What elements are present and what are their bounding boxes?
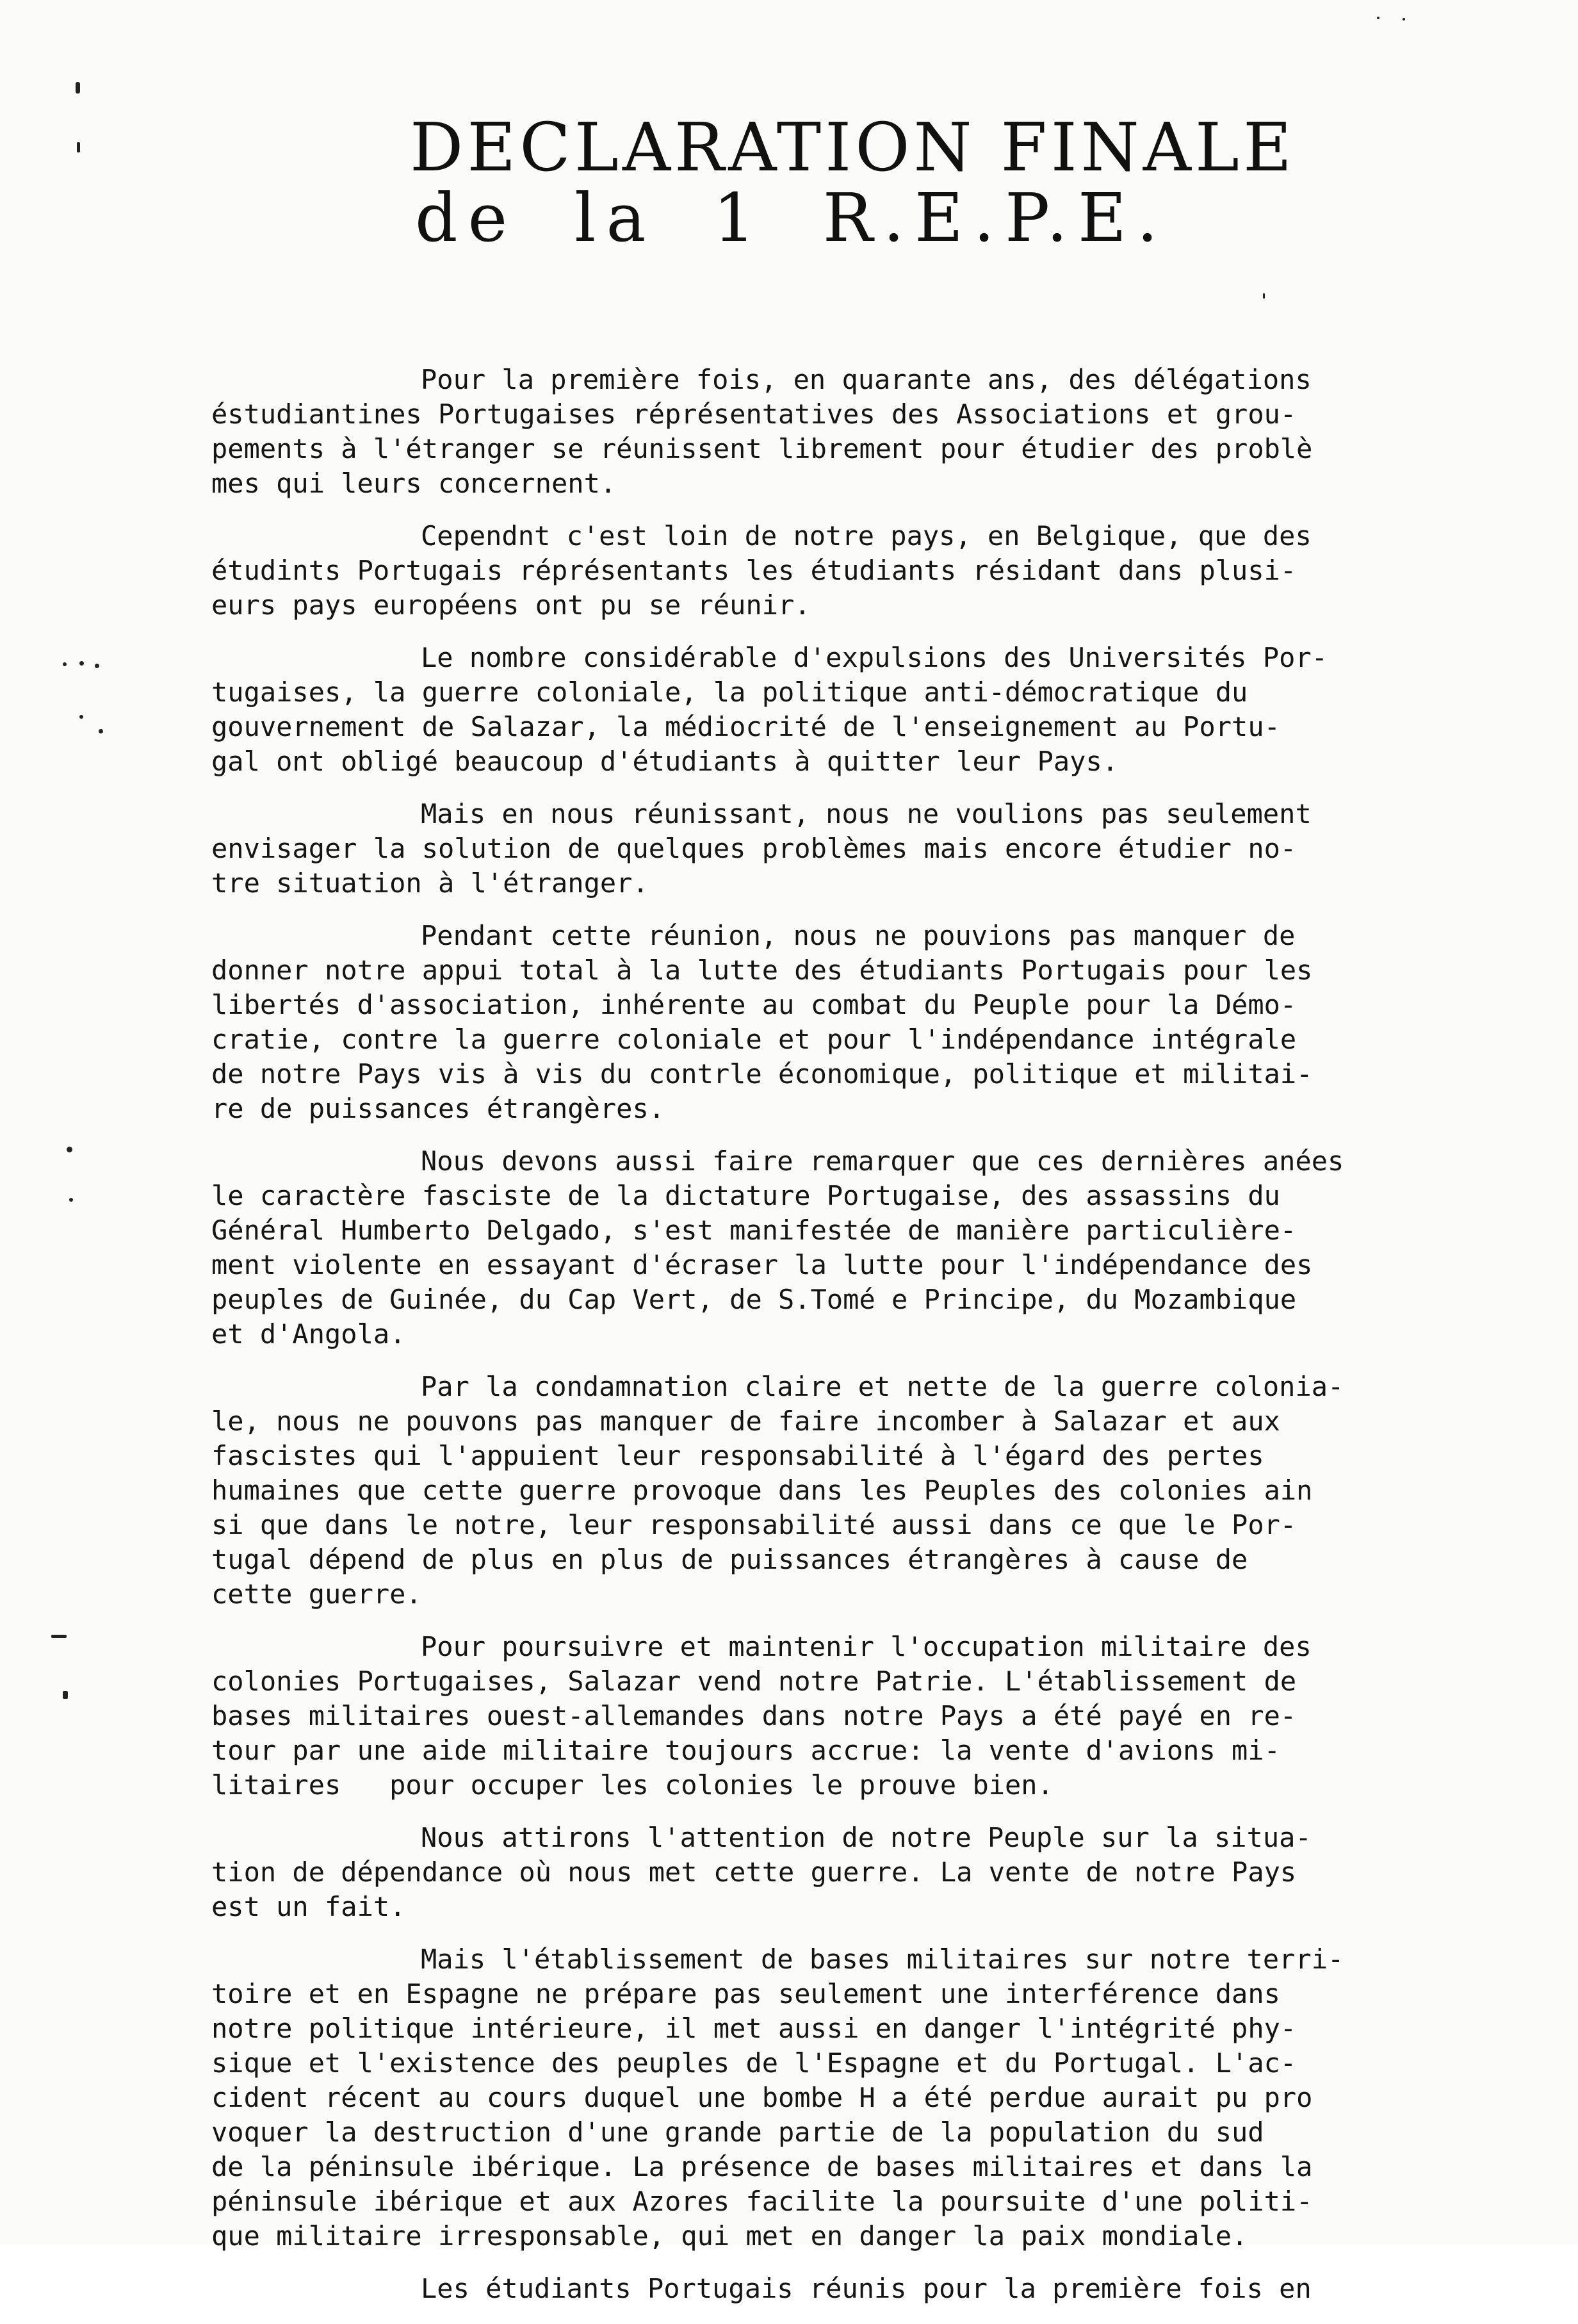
paragraph-line: de notre Pays vis à vis du contrle économique, politique et militai- <box>211 1058 1313 1090</box>
paragraph-line: pements à l'étranger se réunissent librement pour étudier des problè <box>211 433 1313 464</box>
paragraph <box>211 641 1511 779</box>
paragraph-line: libertés d'association, inhérente au combat du Peuple pour la Démo- <box>211 989 1297 1020</box>
paragraph-line: tour par une aide militaire toujours accrue: la vente d'avions mi- <box>211 1735 1280 1766</box>
paragraph-line: Nous attirons l'attention de notre Peuple sur la situa- <box>421 1822 1312 1853</box>
paragraph-line: si que dans le notre, leur responsabilité aussi dans ce que le Por- <box>211 1509 1297 1541</box>
paragraph-line: cette guerre. <box>211 1578 422 1610</box>
scan-speck <box>1263 293 1265 299</box>
paragraph <box>211 1370 1511 1612</box>
paragraph <box>211 1821 1511 1924</box>
paragraph-line: de la péninsule ibérique. La présence de bases militaires et dans la <box>211 2151 1313 2182</box>
paragraph-line: humaines que cette guerre provoque dans les Peuples des colonies ain <box>211 1475 1313 1506</box>
paragraph-line: toire et en Espagne ne prépare pas seulement une interférence dans <box>211 1978 1280 2009</box>
paragraph-line: Pendant cette réunion, nous ne pouvions pas manquer de <box>421 920 1296 951</box>
paragraph-line: Par la condamnation claire et nette de la guerre colonia- <box>421 1371 1344 1402</box>
scan-speck <box>63 1691 68 1699</box>
paragraph-line: gal ont obligé beaucoup d'étudiants à quitter leur Pays. <box>211 746 1119 777</box>
paragraph-line: Général Humberto Delgado, s'est manifestée de manière particulière- <box>211 1215 1297 1246</box>
paragraph-line: bases militaires ouest-allemandes dans notre Pays a été payé en re- <box>211 1700 1297 1731</box>
paragraph-line: voquer la destruction d'une grande partie de la population du sud <box>211 2116 1264 2148</box>
paragraph-line: notre politique intérieure, il met aussi en danger l'intégrité phy- <box>211 2013 1297 2044</box>
paragraph <box>211 797 1511 901</box>
paragraph-line: que militaire irresponsable, qui met en danger la paix mondiale. <box>211 2220 1248 2252</box>
scan-speck <box>51 1635 67 1638</box>
paragraph-line: Pour poursuivre et maintenir l'occupation militaire des <box>421 1631 1312 1662</box>
paragraph <box>211 1144 1511 1352</box>
scan-speck <box>77 142 80 152</box>
scan-speck <box>1403 18 1405 20</box>
paragraph-line: Pour la première fois, en quarante ans, des délégations <box>421 364 1312 395</box>
paragraph-line: cident récent au cours duquel une bombe H a été perdue aurait pu pro <box>211 2082 1313 2113</box>
title-line-1: DECLARATION FINALE <box>410 108 1296 186</box>
scan-speck <box>79 715 83 719</box>
paragraph <box>211 2271 1511 2306</box>
scan-speck <box>79 661 84 666</box>
paragraph-line: étudints Portugais réprésentants les étudiants résidant dans plusi- <box>211 555 1297 586</box>
paragraph-line: et d'Angola. <box>211 1318 406 1350</box>
paragraph-line: colonies Portugaises, Salazar vend notre Patrie. L'établissement de <box>211 1665 1297 1697</box>
scan-speck <box>99 729 103 733</box>
document-body <box>211 363 1511 2324</box>
paragraph-line: cratie, contre la guerre coloniale et pour l'indépendance intégrale <box>211 1024 1297 1055</box>
paragraph-line: ment violente en essayant d'écraser la lutte pour l'indépendance des <box>211 1249 1313 1281</box>
title-line-2: de la 1 R.E.P.E. <box>415 179 1169 257</box>
paragraph-line: tre situation à l'étranger. <box>211 867 649 899</box>
paragraph-line: tion de dépendance où nous met cette guerre. La vente de notre Pays <box>211 1856 1297 1888</box>
paragraph-line: Le nombre considérable d'expulsions des Universités Por- <box>421 642 1328 673</box>
scan-speck <box>67 1147 72 1152</box>
paragraph-line: gouvernement de Salazar, la médiocrité de l'enseignement au Portu- <box>211 711 1280 742</box>
paragraph-line: tugaises, la guerre coloniale, la politique anti-démocratique du <box>211 676 1248 708</box>
paragraph-line: Cependnt c'est loin de notre pays, en Belgique, que des <box>421 520 1312 552</box>
paragraph-line: éstudiantines Portugaises réprésentatives des Associations et grou- <box>211 398 1297 430</box>
scan-speck <box>63 662 67 666</box>
paragraph-line: mes qui leurs concernent. <box>211 468 617 499</box>
paragraph-line: Les étudiants Portugais réunis pour la première fois en <box>421 2273 1312 2304</box>
paragraph-line: donner notre appui total à la lutte des étudiants Portugais pour les <box>211 954 1313 986</box>
paragraph <box>211 1630 1511 1803</box>
paragraph <box>211 363 1511 501</box>
scan-speck <box>95 664 99 668</box>
paragraph-line: le caractère fasciste de la dictature Portugaise, des assassins du <box>211 1180 1280 1211</box>
scan-speck <box>69 1198 73 1202</box>
paragraph-line: re de puissances étrangères. <box>211 1093 665 1124</box>
document-title <box>410 108 1296 257</box>
paragraph-line: eurs pays européens ont pu se réunir. <box>211 589 811 621</box>
paragraph-line: litaires pour occuper les colonies le prouve bien. <box>211 1769 1053 1801</box>
paragraph-line: envisager la solution de quelques problèmes mais encore étudier no- <box>211 833 1297 864</box>
paragraph-line: tugal dépend de plus en plus de puissances étrangères à cause de <box>211 1544 1248 1575</box>
paragraph-line: Nous devons aussi faire remarquer que ces dernières anées <box>421 1145 1344 1177</box>
paragraph <box>211 519 1511 623</box>
paragraph-line: péninsule ibérique et aux Azores facilite la poursuite d'une politi- <box>211 2186 1313 2217</box>
paragraph-line: est un fait. <box>211 1891 406 1922</box>
paragraph-line: Mais l'établissement de bases militaires sur notre terri- <box>421 1943 1344 1975</box>
paragraph-line: sique et l'existence des peuples de l'Espagne et du Portugal. L'ac- <box>211 2047 1297 2079</box>
scan-speck <box>76 82 80 94</box>
paragraph-line: fascistes qui l'appuient leur responsabilité à l'égard des pertes <box>211 1440 1264 1471</box>
scan-speck <box>1377 17 1379 19</box>
paragraph <box>211 1942 1511 2254</box>
paragraph-line: Mais en nous réunissant, nous ne voulions pas seulement <box>421 798 1312 830</box>
paragraph-line: le, nous ne pouvons pas manquer de faire incomber à Salazar et aux <box>211 1405 1280 1437</box>
paragraph <box>211 919 1511 1126</box>
paragraph-line: peuples de Guinée, du Cap Vert, de S.Tomé e Principe, du Mozambique <box>211 1284 1297 1315</box>
